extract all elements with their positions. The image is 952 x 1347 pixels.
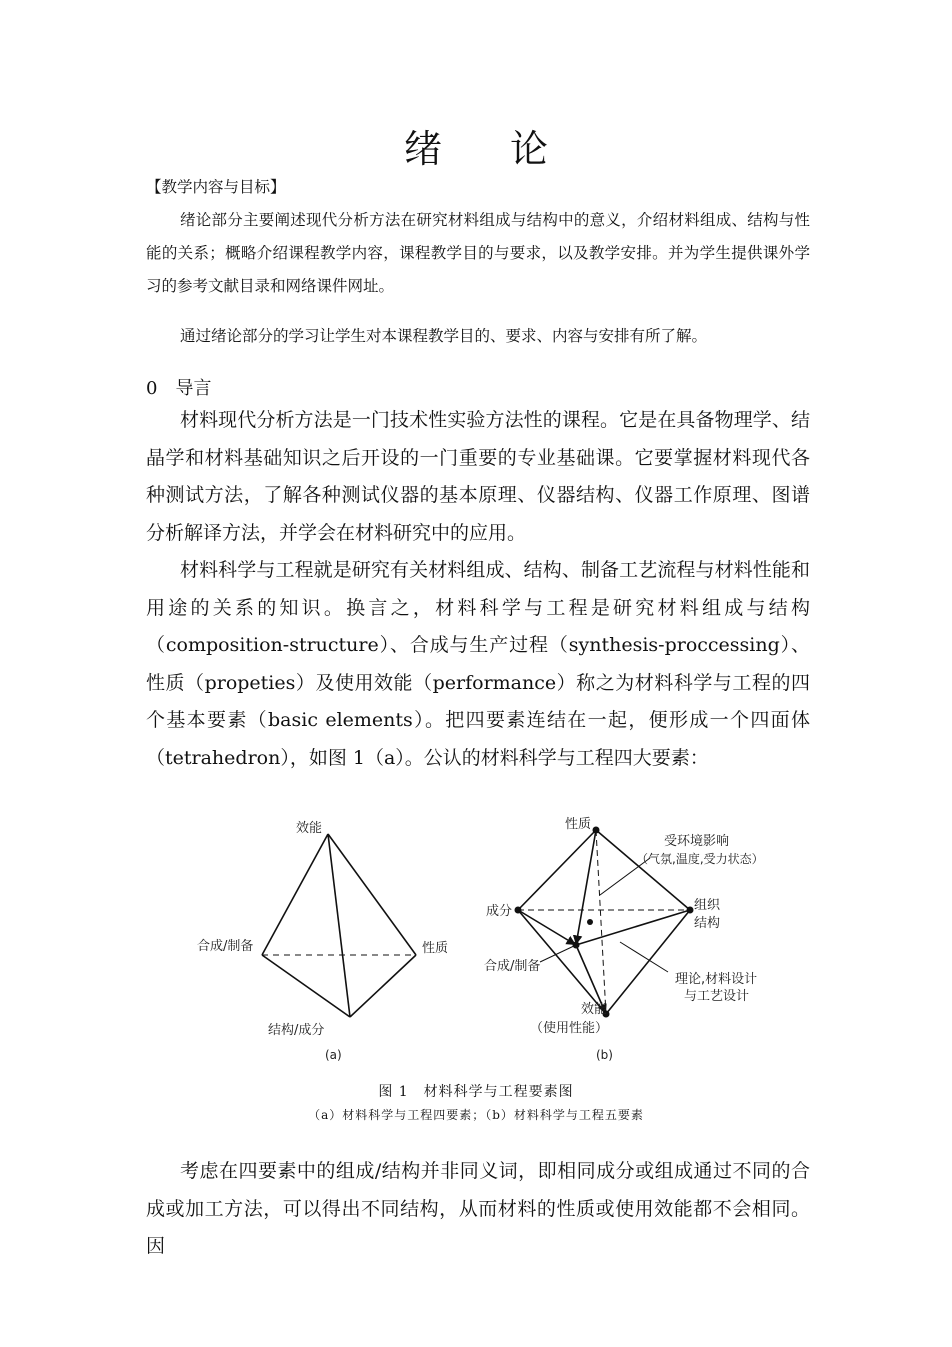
b-sublabel: (b)	[596, 1048, 613, 1062]
intro-paragraph-2: 材料科学与工程就是研究有关材料组成、结构、制备工艺流程与材料性能和用途的关系的知识。换言之，材料科学与工程是研究材料组成与结构（composition-structure）、合成与生产过程（synthesis-proccessing）、性质（propeties）及使用效能（performance）称之为材料科学与工程的四个基本要素（basic elements）。把四要素连结在一起，便形成一个四面体（tetrahedron），如图 1（a）。公认的材料科学与工程四大要素：	[146, 559, 810, 769]
figure-diagram	[0, 800, 952, 1070]
a-top-label: 效能	[296, 821, 323, 836]
objective-paragraph-2: 通过绪论部分的学习让学生对本课程教学目的、要求、内容与安排有所了解。	[180, 327, 708, 345]
page-title: 绪 论	[403, 127, 577, 171]
intro-paragraph-3: 考虑在四要素中的组成/结构并非同义词，即相同成分或组成通过不同的合成或加工方法，可以得出不同结构，从而材料的性质或使用效能都不会相同。因	[146, 1160, 810, 1257]
a-left-label: 合成/制备	[197, 939, 254, 954]
b-bottom-label-2: （使用性能）	[530, 1021, 609, 1036]
b-right-label-1: 组织	[694, 898, 721, 913]
b-bottom-label-1: 效能	[581, 1002, 608, 1017]
figure-subcaption: （a）材料科学与工程四要素；（b）材料科学与工程五要素	[308, 1108, 644, 1122]
section-heading: 0 导言	[146, 378, 212, 399]
objective-heading: 【教学内容与目标】	[146, 178, 286, 196]
a-right-label: 性质	[422, 941, 449, 956]
intro-paragraph-1: 材料现代分析方法是一门技术性实验方法性的课程。它是在具备物理学、结晶学和材料基础知识之后开设的一门重要的专业基础课。它要掌握材料现代各种测试方法，了解各种测试仪器的基本原理、仪器结构、仪器工作原理、图谱分析解译方法，并学会在材料研究中的应用。	[146, 409, 810, 544]
b-theory-label-2: 与工艺设计	[684, 989, 750, 1004]
b-theory-label-1: 理论,材料设计	[675, 972, 758, 987]
a-bottom-label: 结构/成分	[268, 1023, 325, 1038]
b-env-detail: （气氛,温度,受力状态）	[636, 852, 764, 866]
b-right-label-2: 结构	[694, 916, 721, 931]
b-env-label: 受环境影响	[664, 834, 730, 849]
b-top-label: 性质	[565, 817, 592, 832]
a-sublabel: (a)	[325, 1048, 342, 1062]
objective-paragraph-1: 绪论部分主要阐述现代分析方法在研究材料组成与结构中的意义，介绍材料组成、结构与性能的关系；概略介绍课程教学内容，课程教学目的与要求，以及教学安排。并为学生提供课外学习的参考文献目录和网络课件网址。	[146, 211, 810, 295]
b-synth-label: 合成/制备	[484, 959, 541, 974]
tetrahedron-a	[262, 834, 416, 1017]
figure-caption: 图 1 材料科学与工程要素图	[378, 1084, 574, 1100]
b-left-label: 成分	[486, 904, 513, 919]
